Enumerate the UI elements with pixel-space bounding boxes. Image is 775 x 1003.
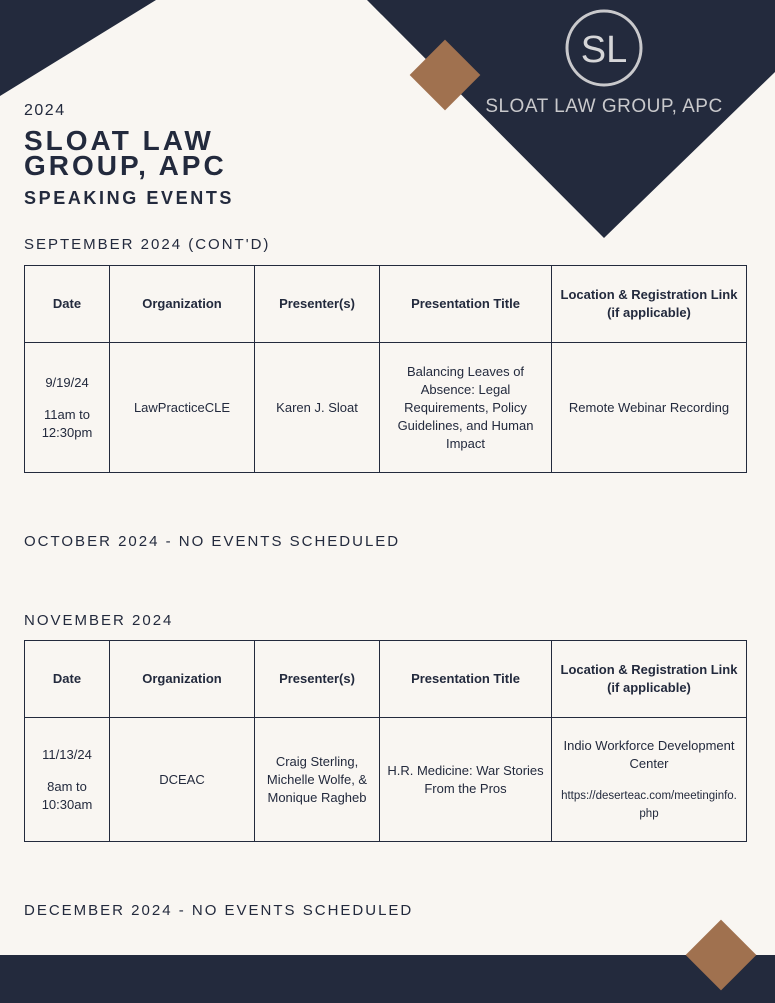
event-title: H.R. Medicine: War Stories From the Pros	[380, 718, 552, 842]
table-header-row	[25, 641, 747, 718]
event-presenter: Craig Sterling, Michelle Wolfe, & Monique Ragheb	[255, 718, 380, 842]
event-organization: DCEAC	[110, 718, 255, 842]
section-heading-december: DECEMBER 2024 - NO EVENTS SCHEDULED	[24, 902, 414, 919]
event-time: 11am to 12:30pm	[41, 406, 93, 440]
event-location: Remote Webinar Recording	[552, 343, 747, 473]
column-header-title: Presentation Title	[380, 641, 552, 718]
column-header-date: Date	[25, 641, 110, 718]
table-row	[25, 343, 747, 473]
registration-link[interactable]: https://deserteac.com/meetinginfo.php	[561, 789, 737, 820]
section-heading-november: NOVEMBER 2024	[24, 612, 174, 629]
logo-monogram: SL	[580, 29, 628, 71]
page-title: SLOAT LAW GROUP, APC	[24, 125, 227, 181]
event-date: 11/13/24	[42, 746, 92, 762]
column-header-organization: Organization	[110, 641, 255, 718]
column-header-organization: Organization	[110, 266, 255, 343]
year-label: 2024	[24, 102, 66, 119]
section-heading-october: OCTOBER 2024 - NO EVENTS SCHEDULED	[24, 533, 401, 550]
event-presenter: Karen J. Sloat	[255, 343, 380, 473]
event-location: Indio Workforce Development Center	[563, 737, 735, 771]
event-organization: LawPracticeCLE	[110, 343, 255, 473]
logo-text: SLOAT LAW GROUP, APC	[485, 96, 723, 117]
column-header-date: Date	[25, 266, 110, 343]
table-row	[25, 718, 747, 842]
september-events-table	[24, 265, 747, 473]
event-date-cell	[25, 718, 110, 842]
column-header-location: Location & Registration Link (if applicable)	[552, 641, 747, 718]
event-title: Balancing Leaves of Absence: Legal Requirements, Policy Guidelines, and Human Impact	[380, 343, 552, 473]
column-header-title: Presentation Title	[380, 266, 552, 343]
event-time: 8am to 10:30am	[41, 778, 93, 812]
november-events-table	[24, 640, 747, 842]
event-date: 9/19/24	[45, 374, 89, 390]
column-header-presenter: Presenter(s)	[255, 641, 380, 718]
event-location-cell	[552, 718, 747, 842]
column-header-location: Location & Registration Link (if applicable)	[552, 266, 747, 343]
firm-logo	[562, 6, 646, 90]
event-date-cell	[25, 343, 110, 473]
table-header-row	[25, 266, 747, 343]
section-heading-september: SEPTEMBER 2024 (CONT'D)	[24, 236, 271, 253]
column-header-presenter: Presenter(s)	[255, 266, 380, 343]
footer-bar	[0, 955, 775, 1003]
page-subtitle: SPEAKING EVENTS	[24, 188, 235, 208]
